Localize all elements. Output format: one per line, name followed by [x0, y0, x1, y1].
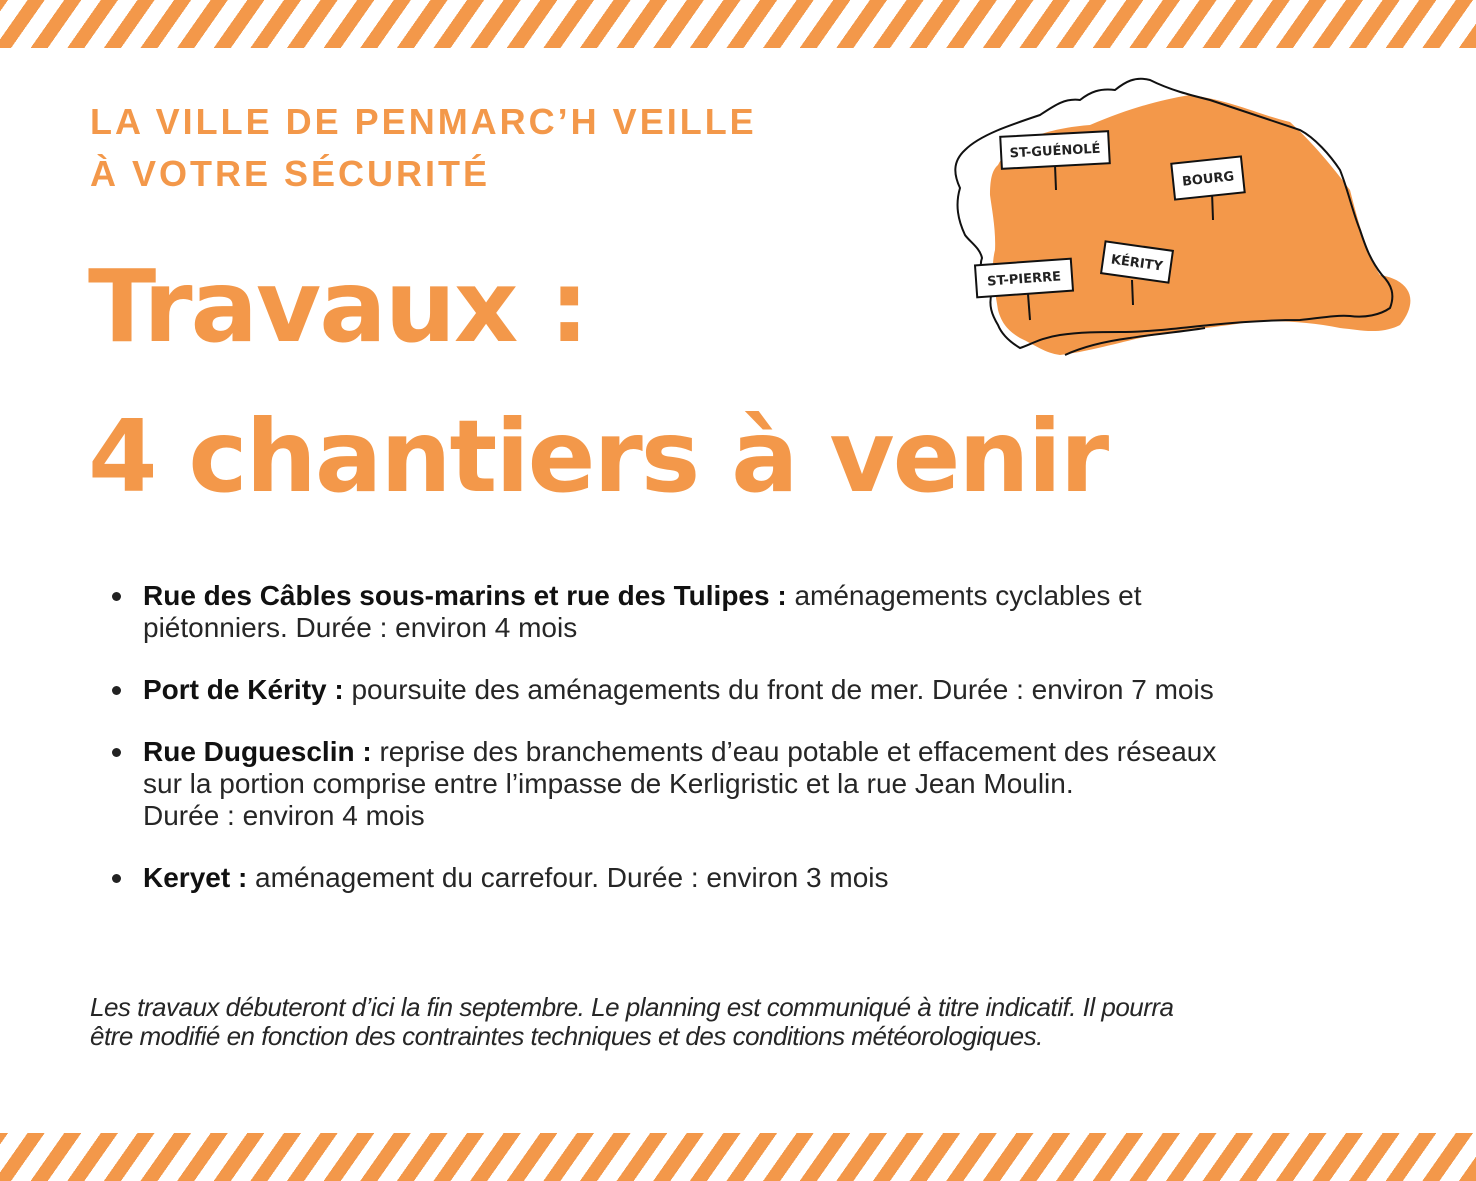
hazard-stripes-bottom — [0, 1133, 1476, 1181]
title-line-1: Travaux : — [88, 248, 588, 365]
list-item — [110, 580, 1370, 644]
work-detail: Durée : environ 4 mois — [143, 800, 425, 831]
signpost-st-guenole-pole — [1055, 165, 1056, 190]
footnote — [90, 993, 1390, 1051]
map-label-st-pierre: ST-PIERRE — [986, 269, 1062, 290]
footnote-line-1: Les travaux débuteront d’ici la fin septembre. Le planning est communiqué à titre indicatif. Il pourra — [90, 992, 1174, 1022]
hazard-stripes-top — [0, 0, 1476, 48]
bullet-icon — [112, 592, 121, 601]
title-line-2: 4 chantiers à venir — [88, 398, 1108, 515]
bullet-icon — [112, 748, 121, 757]
eyebrow-heading — [90, 96, 810, 200]
map-label-kerity: KÉRITY — [1109, 252, 1164, 275]
list-item — [110, 736, 1370, 832]
footnote-line-2: être modifié en fonction des contraintes techniques et des conditions météorologiques. — [90, 1021, 1043, 1051]
work-detail: piétonniers. Durée : environ 4 mois — [143, 612, 578, 643]
map-label-bourg: BOURG — [1181, 169, 1235, 190]
list-item — [110, 674, 1370, 706]
eyebrow-line-2: À VOTRE SÉCURITÉ — [90, 153, 491, 194]
work-name: Port de Kérity : — [143, 674, 344, 705]
eyebrow-line-1: LA VILLE DE PENMARC’H VEILLE — [90, 101, 757, 142]
penmarch-map — [940, 70, 1430, 370]
work-detail: aménagement du carrefour. Durée : environ 3 mois — [255, 862, 889, 893]
works-list — [110, 580, 1370, 924]
bullet-icon — [112, 874, 121, 883]
work-name: Rue des Câbles sous-marins et rue des Tulipes : — [143, 580, 787, 611]
bullet-icon — [112, 686, 121, 695]
map-label-st-guenole: ST-GUÉNOLÉ — [1009, 141, 1101, 162]
work-detail: poursuite des aménagements du front de mer. Durée : environ 7 mois — [351, 674, 1214, 705]
work-detail: reprise des branchements d’eau potable et effacement des réseaux — [379, 736, 1217, 767]
work-name: Keryet : — [143, 862, 248, 893]
work-detail: sur la portion comprise entre l’impasse de Kerligristic et la rue Jean Moulin. — [143, 768, 1074, 799]
work-detail: aménagements cyclables et — [794, 580, 1142, 611]
signpost-kerity-pole — [1132, 280, 1133, 305]
list-item — [110, 862, 1370, 894]
work-name: Rue Duguesclin : — [143, 736, 372, 767]
